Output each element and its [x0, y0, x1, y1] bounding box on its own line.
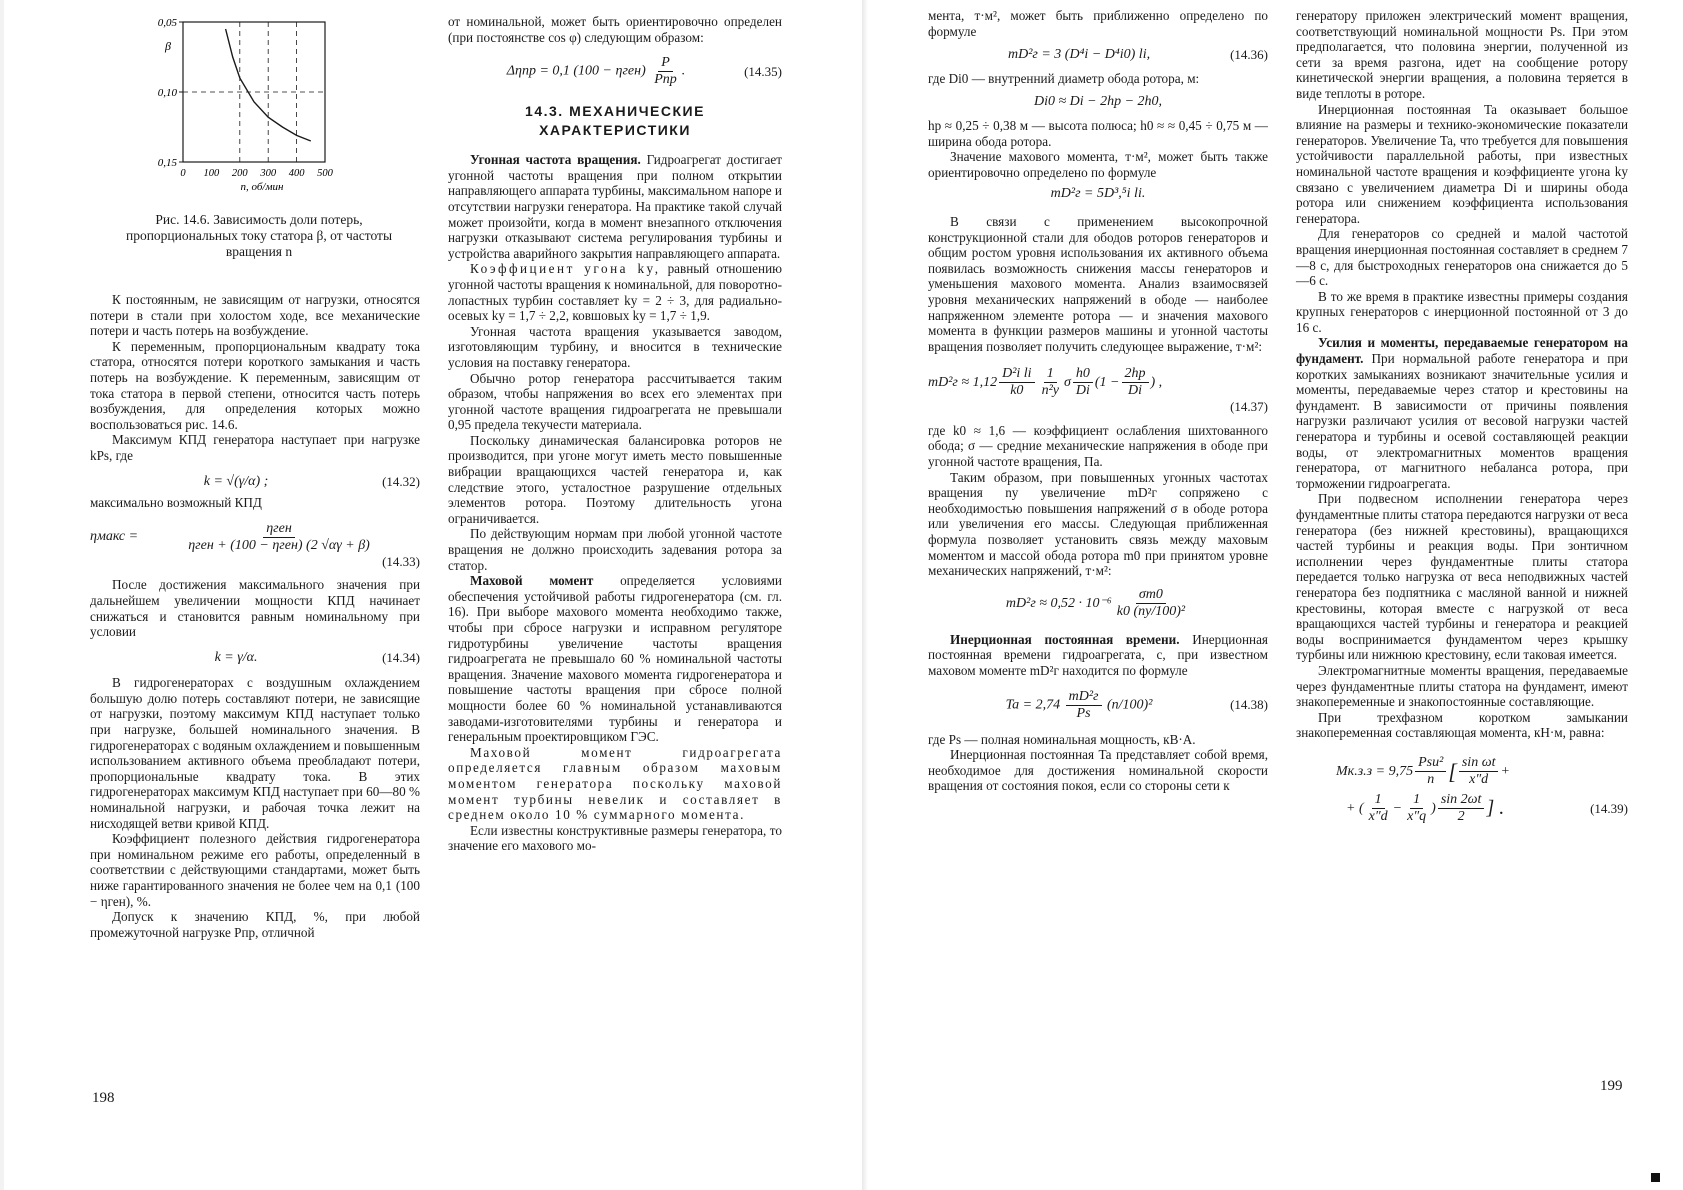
- equation-number: (14.32): [382, 473, 420, 489]
- equation-body: mD²г = 3 (D⁴i − D⁴i0) li,: [1007, 47, 1151, 63]
- x-tick-label: 100: [203, 168, 220, 179]
- fraction-numerator: sin ωt: [1459, 755, 1499, 772]
- equation-lhs: mD²г ≈ 1,12: [928, 374, 998, 390]
- equation-body: Di0 ≈ Di − 2hp − 2h0,: [1033, 94, 1163, 110]
- figure-chart: [145, 14, 360, 194]
- paragraph: где k0 ≈ 1,6 — коэффициент ослабления шихтованного обода; σ — средние механические напряжения в ободе при угонной частоте вращения, Па.: [928, 422, 1268, 470]
- paragraph: Если известны конструктивные размеры генератора, то значение его махового мо-: [448, 822, 782, 854]
- heading-line: ХАРАКТЕРИСТИКИ: [539, 122, 691, 139]
- equation-body: Δηпр = 0,1 (100 − ηген) $\frac{P}{\text{Pпр}}$ .: [506, 55, 686, 88]
- equation-fraction: [140, 521, 418, 554]
- y-tick-label: 0,15: [157, 157, 177, 169]
- equation-body: k = √(γ/α) ;: [203, 473, 269, 489]
- equation-fraction: [999, 366, 1034, 399]
- right-col-2: [1296, 8, 1628, 829]
- equation-bracket: ] .: [1486, 796, 1505, 819]
- equation-14-34: [90, 650, 420, 666]
- paragraph-text: Гидроагрегат достигает угонной частоты вращения при полном открытии направляющего аппарата турбины, максимальном напоре и отсутствии нагрузки генератора. На практике такой случай может произойти, когда в момент внезапного отключения нагрузки отказывают система регулирования турбины и устройства аварийного закрытия направляющего аппарата.: [448, 152, 782, 261]
- equation-md-approx: [928, 186, 1268, 202]
- figure-14-6: [145, 14, 360, 194]
- run-in-heading: Маховой момент: [470, 573, 594, 589]
- fraction-denominator: x″d: [1368, 808, 1388, 824]
- run-in-heading: Угонная частота вращения.: [470, 152, 641, 168]
- equation-operator: −: [1392, 800, 1403, 816]
- fraction-denominator: ηген + (100 − ηген) (2 √αγ + β): [188, 537, 370, 553]
- equation-fraction: [1066, 689, 1102, 722]
- scan-mark: [1651, 1173, 1660, 1182]
- equation-bracket: [: [1448, 758, 1457, 784]
- run-in-heading: Коэффициент угона ky,: [470, 261, 661, 277]
- paragraph: Угонная частота вращения указывается заводом, изготовляющим турбину, и вносится в технические условия на поставку генератора.: [448, 323, 782, 370]
- fraction-numerator: 1: [1044, 366, 1057, 383]
- equation-di0: [928, 94, 1268, 110]
- paragraph: Таким образом, при повышенных угонных частотах вращения ny увеличение mD²г сопряжено с необходимостью повышения напряжений σ в ободе ротора или увеличения его массы. Следующая приближенная формула позволяет установить связь между маховым моментом и массой обода ротора m0 при принятом уровне механических напряжений, т·м²:: [928, 469, 1268, 579]
- equation-m0: [928, 587, 1268, 620]
- left-col-2: [448, 14, 782, 854]
- equation-operator: +: [1500, 763, 1510, 779]
- paragraph: Для генераторов со средней и малой частотой вращения инерционная постоянная составляет в среднем 7—8 с, для быстроходных генераторов она снижается до 5—6 с.: [1296, 226, 1628, 289]
- paragraph: В связи с применением высокопрочной конструкционной стали для ободов роторов генераторов и общим ростом уровня использования их активного объема появилась возможность снижения массы генераторов и уменьшения махового момента. Анализ взаимосвязей уровня механических напряжений в ободе — наиболее напряженном элементе ротора — и значения махового момента в функции размеров машины и угонной частоты вращения позволяет получить следующее выражение, т·м²:: [928, 213, 1268, 354]
- paragraph: где Ps — полная номинальная мощность, кВ·А.: [928, 731, 1196, 747]
- paragraph: где Di0 — внутренний диаметр обода ротора, м:: [928, 70, 1200, 86]
- fraction-denominator: x″d: [1469, 771, 1489, 787]
- y-tick-label: 0,10: [157, 87, 177, 99]
- fraction-numerator: 1: [1410, 792, 1423, 809]
- equation-number: (14.34): [382, 649, 420, 665]
- right-col-1: [928, 8, 1268, 794]
- paragraph-text: При нормальной работе генератора и при коротких замыканиях возникают значительные усилия и моменты, передаваемые через статор и крестовины на фундамент. В зависимости от причины появления нагрузки различают усилия от весовой нагрузки частей генератора и турбины и осевой составляющей реакции воды, от электромагнитных моментов вращения генератора, от магнитного небаланса ротора, при торможении гидроагрегата.: [1296, 351, 1628, 491]
- fraction-denominator: 2: [1457, 808, 1465, 824]
- fraction-denominator: Di: [1128, 383, 1142, 399]
- paragraph: Инерционная постоянная Ta представляет собой время, необходимое для достижения номинальной скорости вращения от состояния покоя, если со стороны сети к: [928, 747, 1268, 794]
- equation-fraction: [1415, 755, 1446, 788]
- paragraph: hp ≈ 0,25 ÷ 0,38 м — высота полюса; h0 ≈ ≈ 0,45 ÷ 0,75 м — ширина обода ротора.: [928, 117, 1268, 149]
- run-in-heading: Инерционная постоянная времени.: [950, 631, 1180, 647]
- equation-fraction: [1039, 366, 1062, 399]
- fraction-numerator: D²i li: [999, 366, 1034, 383]
- paragraph: По действующим нормам при любой угонной частоте вращения не должно происходить задевания ротора за статор.: [448, 526, 782, 573]
- fraction-numerator: h0: [1073, 366, 1093, 383]
- equation-14-37: [928, 366, 1268, 399]
- fraction-numerator: 2hp: [1122, 366, 1149, 383]
- equation-fraction: [1438, 792, 1485, 825]
- x-tick-label: 0: [180, 168, 186, 179]
- paragraph: К переменным, пропорциональным квадрату тока статора, относятся потери короткого замыкания и часть потерь на возбуждение. К переменным, зависящим от тока статора в первой степени, относится часть потерь возбуждения, для определения которых можно воспользоваться рис. 14.6.: [90, 338, 420, 432]
- paragraph-text: равный отношению угонной частоты вращения к номинальной, для поворотно-лопастных турбин составляет ky = 2 ÷ 3, для радиально-осевых ky = 1,7 ÷ 2,2, ковшовых ky = 1,7 ÷ 1,9.: [448, 261, 782, 324]
- paragraph-text: определяется условиями обеспечения устойчивой работы гидрогенератора (см. гл. 16). При выборе махового момента необходимо также, чтобы при сбросе нагрузки и исправном регуляторе гидротурбины увеличение частоты вращения гидроагрегата не превышало 60 % номинальной частоты вращения. Значение махового момента гидрогенератора и повышение частоты вращения при сбросе полной мощности более 60 % номинальной устанавливаются заводами-изготовителями турбины и генератора и генеральным проектировщиком ГЭС.: [448, 573, 782, 745]
- paragraph: Значение махового момента, т·м², может быть также ориентировочно определено по формуле: [928, 149, 1268, 180]
- paragraph: При подвесном исполнении генератора через фундаментные плиты статора передаются нагрузки от веса генератора (без нижней крестовины), вращающихся частей турбины и реакция воды. При зонтичном исполнении через фундаментные плиты статора передается только нагрузка от веса неподвижных частей генератора без подпятника с масляной ванной и нижней крестовины, которая вместе с нагрузкой от веса вращающихся частей турбины и генератора и реакцией воды воспринимается фундаментом через крышку турбины или нижнюю крестовину, если таковая имеется.: [1296, 491, 1628, 663]
- x-axis-label: n, об/мин: [240, 181, 284, 193]
- fraction-denominator: k0: [1010, 383, 1024, 399]
- left-col-1: [90, 292, 420, 940]
- equation-number: (14.35): [744, 63, 782, 79]
- equation-paren: + (: [1346, 800, 1364, 816]
- equation-14-33: [90, 521, 420, 554]
- equation-14-38: [928, 689, 1268, 722]
- fraction-numerator: mD²г: [1066, 689, 1102, 706]
- fraction-denominator: Ps: [1076, 705, 1091, 721]
- equation-paren: ): [1431, 800, 1436, 816]
- section-heading: [448, 102, 782, 140]
- fraction-denominator: x″q: [1407, 808, 1427, 824]
- paragraph: При трехфазном коротком замыкании знакопеременная составляющая момента, кН·м, равна:: [1296, 709, 1628, 741]
- paragraph: максимально возможный КПД: [90, 495, 262, 511]
- page-number: 198: [92, 1090, 115, 1106]
- fraction-numerator: sin 2ωt: [1438, 792, 1485, 809]
- x-tick-label: 500: [317, 168, 333, 179]
- paragraph: [448, 261, 782, 323]
- equation-number: (14.36): [1230, 47, 1268, 63]
- paragraph: мента, т·м², может быть приближенно определено по формуле: [928, 8, 1268, 39]
- fraction-denominator: Pпр: [654, 72, 677, 88]
- paragraph: Электромагнитные моменты вращения, передаваемые через фундаментные плиты статора на фундамент, имеют знакопеременные и знакопостоянные составляющие.: [1296, 662, 1628, 710]
- equation-lhs: Ta = 2,74: [1005, 697, 1061, 713]
- equation-fraction: [651, 55, 680, 88]
- x-tick-label: 300: [260, 168, 277, 179]
- equation-fraction: [1114, 587, 1188, 620]
- equation-14-39-line2: [1296, 792, 1628, 825]
- paragraph: Обычно ротор генератора рассчитывается таким образом, чтобы напряжения во всех его элементах при угонной частоте вращения гидроагрегата не превышали 0,95 предела текучести материала.: [448, 370, 782, 433]
- paragraph: В гидрогенераторах с воздушным охлаждением большую долю потерь составляют потери, не зависящие от нагрузки, поэтому максимум КПД наступает только при нагрузке, большей номинального значения. В гидрогенераторах с водяным охлаждением и повышенным использованием активного объема преобладают потери, пропорциональные квадрату тока. В этих гидрогенераторах максимум КПД наступает при 60—80 % номинальной нагрузки, и рабочая точка лежит на нисходящей ветви кривой КПД.: [90, 675, 420, 831]
- paragraph: от номинальной, может быть ориентировочно определен (при постоянстве cos φ) следующим образом:: [448, 14, 782, 45]
- paragraph: Поскольку динамическая балансировка роторов не производится, при угоне могут иметь место повышенные вибрации вращающихся частей генератора и, как следствие этого, усталостное разрушение отдельных элементов ротора. Поэтому длительность угона ограничивается.: [448, 432, 782, 526]
- fraction-numerator: 1: [1372, 792, 1385, 809]
- equation-term: (n/100)²: [1107, 697, 1153, 713]
- paragraph: Коэффициент полезного действия гидрогенератора при номинальном режиме его работы, определенный в соответствии с действующими стандартами, может быть ниже гарантированного значения не более чем на 0,1 (100 − ηген), %.: [90, 831, 420, 909]
- x-tick-label: 200: [231, 168, 248, 179]
- x-tick-label: 400: [288, 168, 305, 179]
- paragraph: Инерционная постоянная Ta оказывает большое влияние на размеры и технико-экономические показатели генераторов. Увеличение Ta, что требуется для повышения устойчивости параллельной работы, при известных номинальной частоте вращения и коэффициенте угона ky связано с увеличением диаметра Di и ширины обода ротора или снижением коэффициента использования генератора.: [1296, 101, 1628, 226]
- equation-number: (14.33): [382, 553, 420, 569]
- equation-number: (14.38): [1230, 697, 1268, 713]
- fraction-numerator: σm0: [1136, 587, 1166, 604]
- fraction-denominator: n: [1427, 771, 1435, 787]
- equation-fraction: [1122, 366, 1149, 399]
- equation-paren: (1 −: [1094, 374, 1120, 390]
- paragraph: Максимум КПД генератора наступает при нагрузке kPs, где: [90, 432, 420, 463]
- paragraph: Маховой момент гидроагрегата определяется главным образом маховым моментом генератора поскольку маховой момент турбины невелик и составляет в среднем около 10 % суммарного момента.: [448, 744, 782, 823]
- figure-caption: Рис. 14.6. Зависимость доли потерь, пропорциональных току статора β, от частоты вращения n: [125, 212, 393, 259]
- page-number: 199: [1600, 1078, 1623, 1094]
- fraction-denominator: n²y: [1041, 383, 1059, 399]
- equation-body: [928, 689, 1230, 722]
- paragraph: После достижения максимального значения при дальнейшем увеличении мощности КПД начинает снижаться и становится равным номинальному при условии: [90, 577, 420, 640]
- fraction-numerator: ηген: [263, 521, 295, 538]
- paragraph: [928, 632, 1268, 679]
- paragraph: генератору приложен электрический момент вращения, соответствующий номинальной мощности Ps. При этом предполагается, что половина энергии, полученной из сети за время разгона, идет на сообщение ротору кинетической энергии вращения, а половина теряется в виде теплоты в роторе.: [1296, 8, 1628, 101]
- paragraph: К постоянным, не зависящим от нагрузки, относятся потери в стали при холостом ходе, все механические потери и часть потерь на возбуждение.: [90, 292, 420, 339]
- right-page: [868, 0, 1683, 1190]
- y-tick-label: 0,05: [157, 17, 177, 29]
- fraction-numerator: P: [658, 55, 673, 72]
- equation-14-36: [928, 47, 1268, 63]
- equation-fraction: [1073, 366, 1093, 399]
- equation-lhs: Mк.з.з = 9,75: [1336, 763, 1414, 779]
- equation-body: k = γ/α.: [214, 649, 258, 665]
- equation-paren: ) ,: [1150, 374, 1163, 390]
- paragraph: [448, 152, 782, 261]
- equation-lhs: Δηпр = 0,1 (100 − ηген): [506, 63, 646, 79]
- equation-14-35: [448, 55, 782, 88]
- equation-lhs: ηмакс =: [90, 529, 139, 545]
- heading-line: 14.3. МЕХАНИЧЕСКИЕ: [525, 103, 705, 120]
- run-in-heading: Усилия и моменты, передаваемые генератором на фундамент.: [1296, 335, 1628, 367]
- equation-body: mD²г = 5D³,⁵i li.: [1050, 186, 1146, 202]
- paragraph: [1296, 335, 1628, 491]
- equation-14-39: [1296, 755, 1628, 788]
- paragraph: В то же время в практике известны примеры создания крупных генераторов с инерционной постоянной от 3 до 16 с.: [1296, 288, 1628, 335]
- fraction-denominator: Di: [1075, 383, 1090, 399]
- equation-14-32: [90, 474, 420, 490]
- equation-symbol: σ: [1063, 374, 1071, 390]
- equation-fraction: [1366, 792, 1391, 825]
- equation-fraction: [1404, 792, 1429, 825]
- paragraph: Допуск к значению КПД, %, при любой промежуточной нагрузке Pпр, отличной: [90, 909, 420, 940]
- equation-number: (14.39): [1590, 800, 1628, 816]
- equation-fraction: [1459, 755, 1499, 788]
- fraction-denominator: k0 (ny/100)²: [1116, 603, 1186, 619]
- y-axis-label: β: [165, 39, 171, 53]
- equation-lhs: mD²г ≈ 0,52 · 10⁻⁶: [1005, 595, 1112, 611]
- paragraph-text: Инерционная постоянная времени гидроагрегата, с, при известном маховом моменте mD²г находится по формуле: [928, 631, 1268, 678]
- equation-number: (14.37): [1230, 399, 1268, 415]
- fraction-numerator: Psu²: [1415, 755, 1446, 772]
- paragraph: [448, 573, 782, 745]
